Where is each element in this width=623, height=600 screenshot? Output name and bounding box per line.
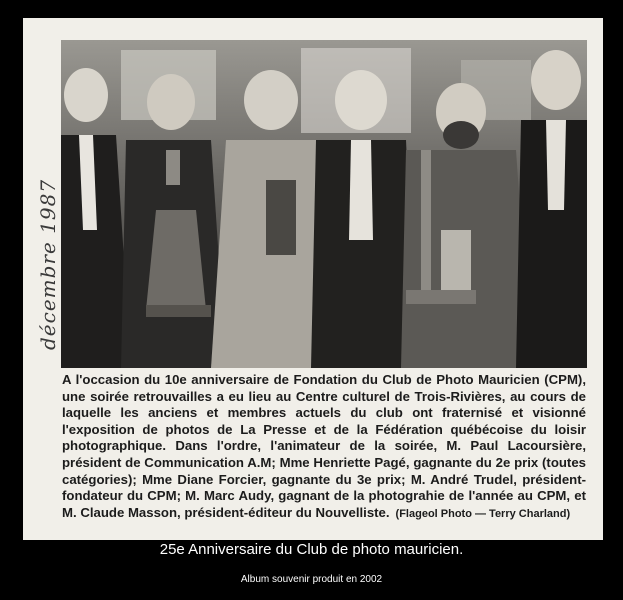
group-photo [61, 40, 587, 368]
album-title: 25e Anniversaire du Club de photo mauricien. [159, 541, 464, 558]
caption-text: A l'occasion du 10e anniversaire de Fondation du Club de Photo Mauricien (CPM), une soirée retrouvailles a eu lieu au Centre culturel de Trois-Rivières, au cours de laquelle les anciens et membres actuels du club ont fraternisé et visionné l'exposition de photos de La Presse et de la Fédération québécoise du loisir photographique. Dans l'ordre, l'animateur de la soirée, M. Paul Lacoursière, président de Communication A.M; Mme Henriette Pagé, gagnante du 2e prix (toutes catégories); Mme Diane Forcier, gagnante du 3e prix; M. André Trudel, président-fondateur du CPM; M. Marc Audy, gagnant de la photograhie de l'année au CPM, et M. Claude Masson, président-éditeur du Nouvelliste. [62, 372, 586, 520]
handwritten-date: décembre 1987 [36, 178, 60, 350]
photo-credit: (Flageol Photo — Terry Charland) [395, 507, 571, 520]
group-photo-illustration [61, 40, 587, 368]
photo-caption [62, 372, 586, 532]
album-subtitle: Album souvenir produit en 2002 [240, 574, 383, 585]
